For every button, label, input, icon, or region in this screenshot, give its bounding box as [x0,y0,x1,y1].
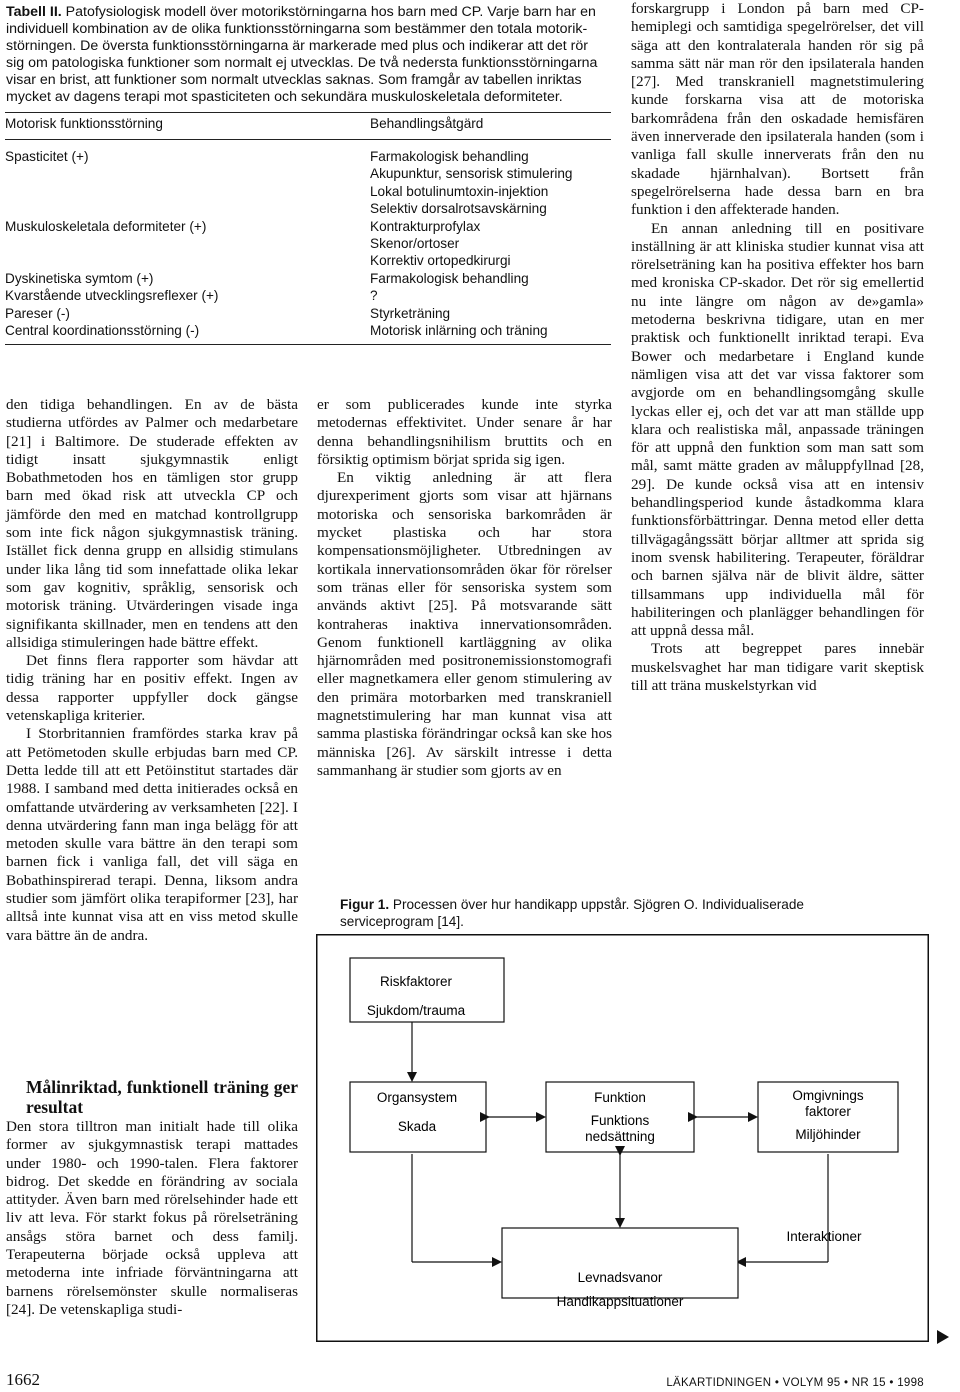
table-header-disorder: Motorisk funktionsstörning [5,116,163,131]
table-caption-line-1: Patofysiologisk modell över motorikstörningarna hos barn med CP. Varje barn har en [65,4,596,20]
table-cell: Kontrakturprofylax [370,218,481,234]
table-row [5,252,611,269]
text-column-1-section [6,1078,298,1319]
life-box-line-1: Levnadsvanor [577,1270,663,1285]
table-cell: Spasticitet (+) [5,149,89,164]
organ-box-line-2: Skada [397,1119,437,1134]
interaction-label: Interaktioner [786,1229,862,1244]
paragraph: I Storbritannien framfördes starka krav på att Petömetoden skulle erbjudas barn med CP. Detta ledde till att ett Petöinstitut startades där 1988. I samband med detta initierades också en omfattande utvärdering av verksamheten [22]. I denna utvärdering fann man inga belägg för att metoden skulle vara bättre än den terapi som barnen fick i vanliga fall, det vill säga en Bobathinspirerad terapi. Denna, liksom andra studier som jämfört olika terapiformer [23], har alltså inte kunnat visa att en viss metod skulle vara bättre än de andra. [6,725,298,944]
figure-caption-line-1: Processen över hur handikapp uppstår. Sjögren O. Individualiserade [392,897,804,912]
table-cell: Muskuloskeletala deformiteter (+) [5,218,207,234]
life-habits-box [502,1228,738,1298]
table-row [5,165,611,182]
figure-label: Figur 1. [340,897,390,912]
table-row [5,287,611,304]
table-caption [6,4,614,106]
section-heading: Målinriktad, funktionell träning ger resultat [26,1077,298,1117]
paragraph: er som publicerades kunde inte styrka metodernas effektivitet. Under senare år har denna behandlingsnihilism bruttits och en försiktig optimism börjat sprida sig igen. [317,396,612,468]
handicap-process-diagram [316,934,929,1342]
table-row [5,305,611,322]
table-cell: Skenor/ortoser [370,235,460,251]
footer-sep: • [774,1377,780,1389]
figure-caption-line-2: serviceprogram [14]. [340,913,464,929]
life-box-line-2: Handikappsituationer [556,1294,684,1309]
table-bottom-rule [5,344,611,345]
table-cell: Farmakologisk behandling [370,149,529,164]
risk-box-line-1: Riskfaktorer [379,974,453,989]
journal-name: LÄKARTIDNINGEN [666,1377,772,1389]
table-caption-line-6: mycket av dagens terapi mot spasticiteten och sekundära muskuloskeletala deformiteter. [6,89,563,105]
environment-box-line-2: faktorer [805,1104,851,1119]
paragraph: Det finns flera rapporter som hävdar att tidig träning har en positiv effekt. Ingen av dessa rapporter uppfyller dock gängse vetenskapliga kriterier. [6,652,298,725]
table-cell: Motorisk inlärning och träning [370,322,548,338]
paragraph: En viktig anledning är att flera djurexperiment gjorts som visar att hjärnans motoriska och sensoriska barkområden är mycket plastiska och har stora kompensationsmöjligheter. Utbredningen av kortikala innervationsområden ökar för rörelser som tränas eller för sensoriska system som används aktivt [25]. På motsvarande sätt kontraheras inaktiva innervationsområden. Genom funktionell kartläggning av olika hjärnområden med positronemissionstomografi eller magnetkamera eller genom stimulering av den primära motorbarken med transkraniell magnetstimulering har man kunnat visa att samma plastiska förändringar också kan ske hos människa [26]. Av särskilt intresse i detta sammanhang är studier som gjorts av en [317,469,612,779]
risk-box-line-2: Sjukdom/trauma [366,1003,466,1018]
table-row [5,218,611,235]
organ-box-line-1: Organsystem [376,1090,458,1105]
paragraph: forskargrupp i London på barn med CP-hemiplegi och samtidiga spegelrörelser, det vill säga att den kontralaterala handen rör sig på samma sätt när man rör den ipsilaterala handen [27]. Med transkraniell magnetstimulering kunde forskarna visa att de motoriska barkområdena från den oskadade hemisfären även innerverade den ipsilaterala handen (som i vanliga fall skulle innerverats från den nu skadade hjärnhalvan). Bortsett från spegelrörelserna hade dessa barn en bra funktion i den affekterade handen. [631,0,924,219]
table-cell: Styrketräning [370,305,451,321]
table-row [5,235,611,252]
text-column-1 [6,396,298,945]
figure-caption [340,897,880,930]
function-box-line-1: Funktion [594,1090,646,1105]
table-cell: Dyskinetiska symtom (+) [5,270,154,286]
table-row [5,270,611,287]
page-number: 1662 [6,1370,40,1389]
table-cell: Farmakologisk behandling [370,270,529,286]
table-caption-line-2: individuell kombination av de olika funktionsstörningarna som bestämmer den totala motorik- [6,21,588,37]
continue-arrow-icon [937,1330,949,1344]
table-cell: Lokal botulinumtoxin-injektion [370,183,549,199]
function-box-line-2: Funktions [590,1113,650,1128]
journal-year: 1998 [897,1377,924,1389]
table-cell: Pareser (-) [5,305,70,321]
paragraph: Trots att begreppet pares innebär muskelsvaghet har man tidigare varit skeptisk till att träna muskelstyrkan vid [631,640,924,694]
table-cell: Akupunktur, sensorisk stimulering [370,166,573,182]
function-box-line-3: nedsättning [585,1129,655,1144]
text-column-3 [631,0,924,695]
table-caption-line-4: sig om patologiska funktioner som normalt ej utvecklas. De två nedersta funktionsstörningarna [6,55,598,71]
journal-volume: VOLYM 95 [782,1377,841,1389]
paragraph: Den stora tilltron man initialt hade till olika former av sjukgymnastisk terapi mattades under 1980- och 1990-talen. Flera faktorer bidrog. Det skedde en förändring av sociala attityder. Även barn med rörelsehinder hade ett liv att leva. För starkt fokus på rörelseträning ansågs störa barnet och dess familj. Terapeuterna började också uppleva att metoderna inte infriade förväntningarna att barnens rörelsemönster skulle normaliseras [24]. De vetenskapliga studi- [6,1118,298,1318]
journal-issue: NR 15 [851,1377,886,1389]
table-header-row [5,112,611,136]
therapy-table [5,112,611,345]
environment-box-line-3: Miljöhinder [795,1127,861,1142]
table-header-treatment: Behandlingsåtgärd [370,116,484,131]
table-row [5,183,611,200]
footer-sep: • [889,1377,894,1389]
table-cell: Central koordinationsstörning (-) [5,322,200,338]
journal-footer [666,1377,924,1389]
footer-sep: • [843,1377,849,1389]
text-column-2 [317,396,612,780]
table-caption-line-3: störningen. De översta funktionsstörningarna är markerade med plus och indikerar att det rör [6,38,588,54]
table-row [5,322,611,339]
table-cell: ? [370,288,378,304]
paragraph: den tidiga behandlingen. En av de bästa studierna utfördes av Palmer och medarbetare [21] i Baltimore. De studerade effekten av tidigt insatt sjukgymnastik enligt Bobathmetoden hos en tämligen stor grupp barn med ökad risk att utveckla CP och jämförde den med en matchad kontrollgrupp som inte fick någon sjukgymnastisk träning. Istället fick denna grupp en allsidig stimulans under lika lång tid som innefattade olika lekar som gav kognitiv, språklig, sensorisk och motorisk träning. Utvärderingen visade inga signifikanta skillnader, men en tendens att den allsidiga stimuleringen hade bättre effekt. [6,396,298,651]
table-cell: Korrektiv ortopedkirurgi [370,253,511,269]
environment-box-line-1: Omgivnings [792,1088,864,1103]
table-cell: Selektiv dorsalrotsavskärning [370,201,547,217]
table-row [5,200,611,217]
table-header-rule [5,139,611,140]
table-caption-line-5: visar en brist, att funktioner som normalt utvecklas saknas. Som framgår av tabellen inriktas [6,72,582,88]
table-label: Tabell II. [6,4,62,20]
table-row [5,148,611,165]
paragraph: En annan anledning till en positivare inställning är att kliniska studier kunnat visa att rörelseträning kan ha positiva effekter hos barn med kroniska CP-skador. Det rör sig emellertid nu inte längre om någon av de»gamla» metoderna beskrivna tidigare, utan en mer praktisk och funktionellt inriktad terapi. Eva Bower och medarbetare i England kunde nämligen visa att det var vissa faktorer som avgjorde om en behandlingsomgång skulle lyckas eller ej, och det var att man ställde upp klara och realistiska mål, anpassade träningen för att uppnå den funktion som man satt som mål, samt mätte graden av måluppfyllnad [28, 29]. De kunde också visa att en intensiv behandlingsperiod kunde åstadkomma klara funktionsförbättringar. Denna metod eller detta tillvägagångssätt börjar alltmer att sprida sig inom svensk habilitering. Terapeuter, föräldrar och barnen själva när de blivit äldre, sätter tillsammans upp individuella mål för habiliteringen och planlägger behandlingen för att uppnå dessa mål. [631,219,924,640]
table-cell: Kvarstående utvecklingsreflexer (+) [5,288,219,304]
